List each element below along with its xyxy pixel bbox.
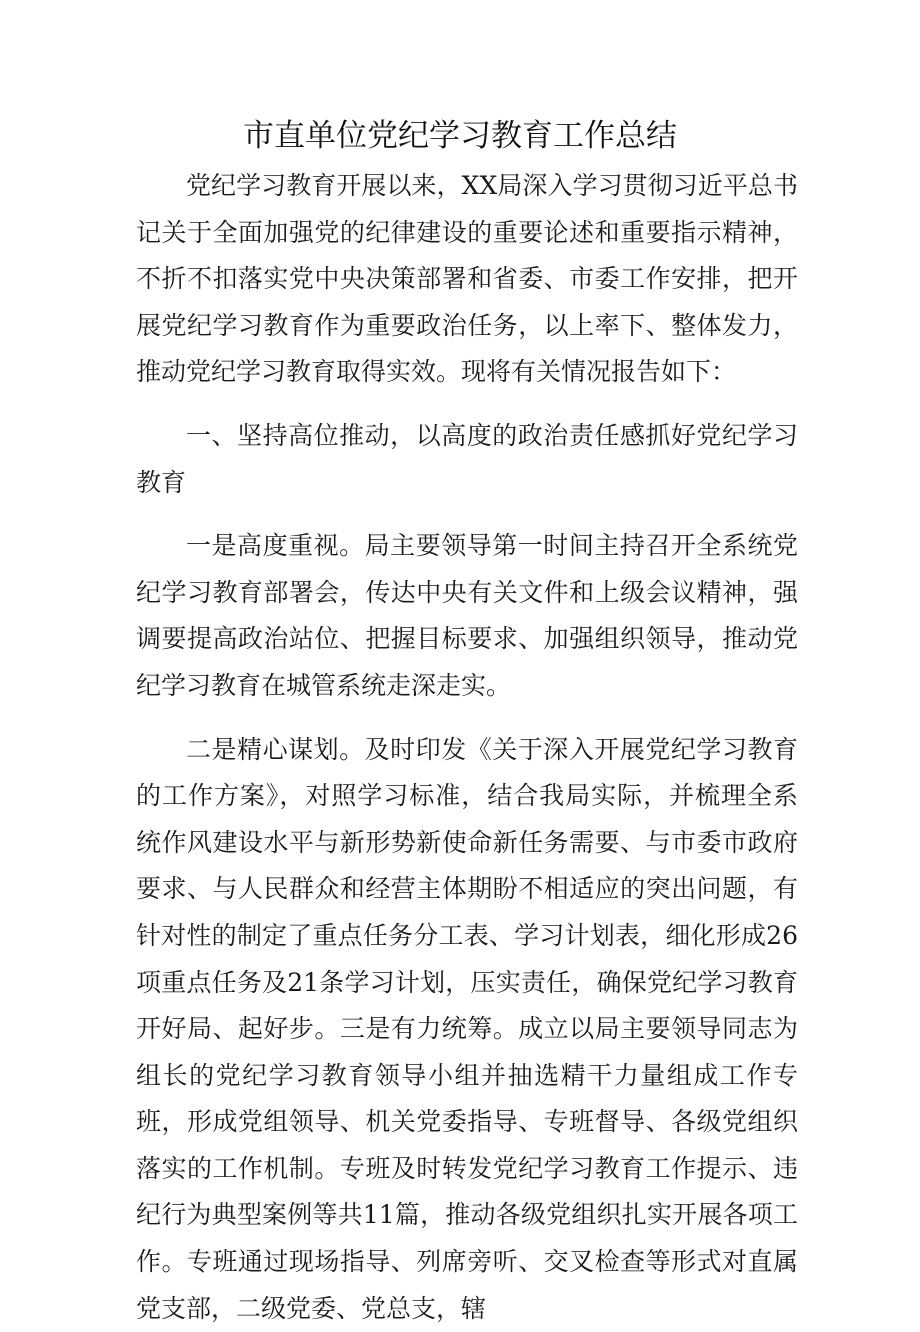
paragraph-careful-planning: 二是精心谋划。及时印发《关于深入开展党纪学习教育的工作方案》，对照学习标准，结合我局实际，并梳理全系统作风建设水平与新形势新使命新任务需要、与市委市政府要求、与人民群众和经营主体期盼不相适应的突出问题，有针对性的制定了重点任务分工表、学习计划表，细化形成26项重点任务及21条学习计划，压实责任，确保党纪学习教育开好局、起好步。三是有力统筹。成立以局主要领导同志为组长的党纪学习教育领导小组并抽选精干力量组成工作专班，形成党组领导、机关党委指导、专班督导、各级党组织落实的工作机制。专班及时转发党纪学习教育工作提示、违纪行为典型案例等共11篇，推动各级党组织扎实开展各项工作。专班通过现场指导、列席旁听、交叉检查等形式对直属党支部，二级党委、党总支，辖 [136, 734, 798, 1323]
section-heading-1: 一、坚持高位推动，以高度的政治责任感抓好党纪学习教育 [136, 420, 798, 497]
document-title: 市直单位党纪学习教育工作总结 [243, 118, 677, 154]
intro-paragraph: 党纪学习教育开展以来，XX局深入学习贯彻习近平总书记关于全面加强党的纪律建设的重要论述和重要指示精神，不折不扣落实党中央决策部署和省委、市委工作安排，把开展党纪学习教育作为重要政治任务，以上率下、整体发力，推动党纪学习教育取得实效。现将有关情况报告如下： [136, 171, 798, 387]
paragraph-high-priority: 一是高度重视。局主要领导第一时间主持召开全系统党纪学习教育部署会，传达中央有关文件和上级会议精神，强调要提高政治站位、把握目标要求、加强组织领导，推动党纪学习教育在城管系统走深走实。 [136, 531, 798, 700]
document-body [136, 163, 798, 1332]
